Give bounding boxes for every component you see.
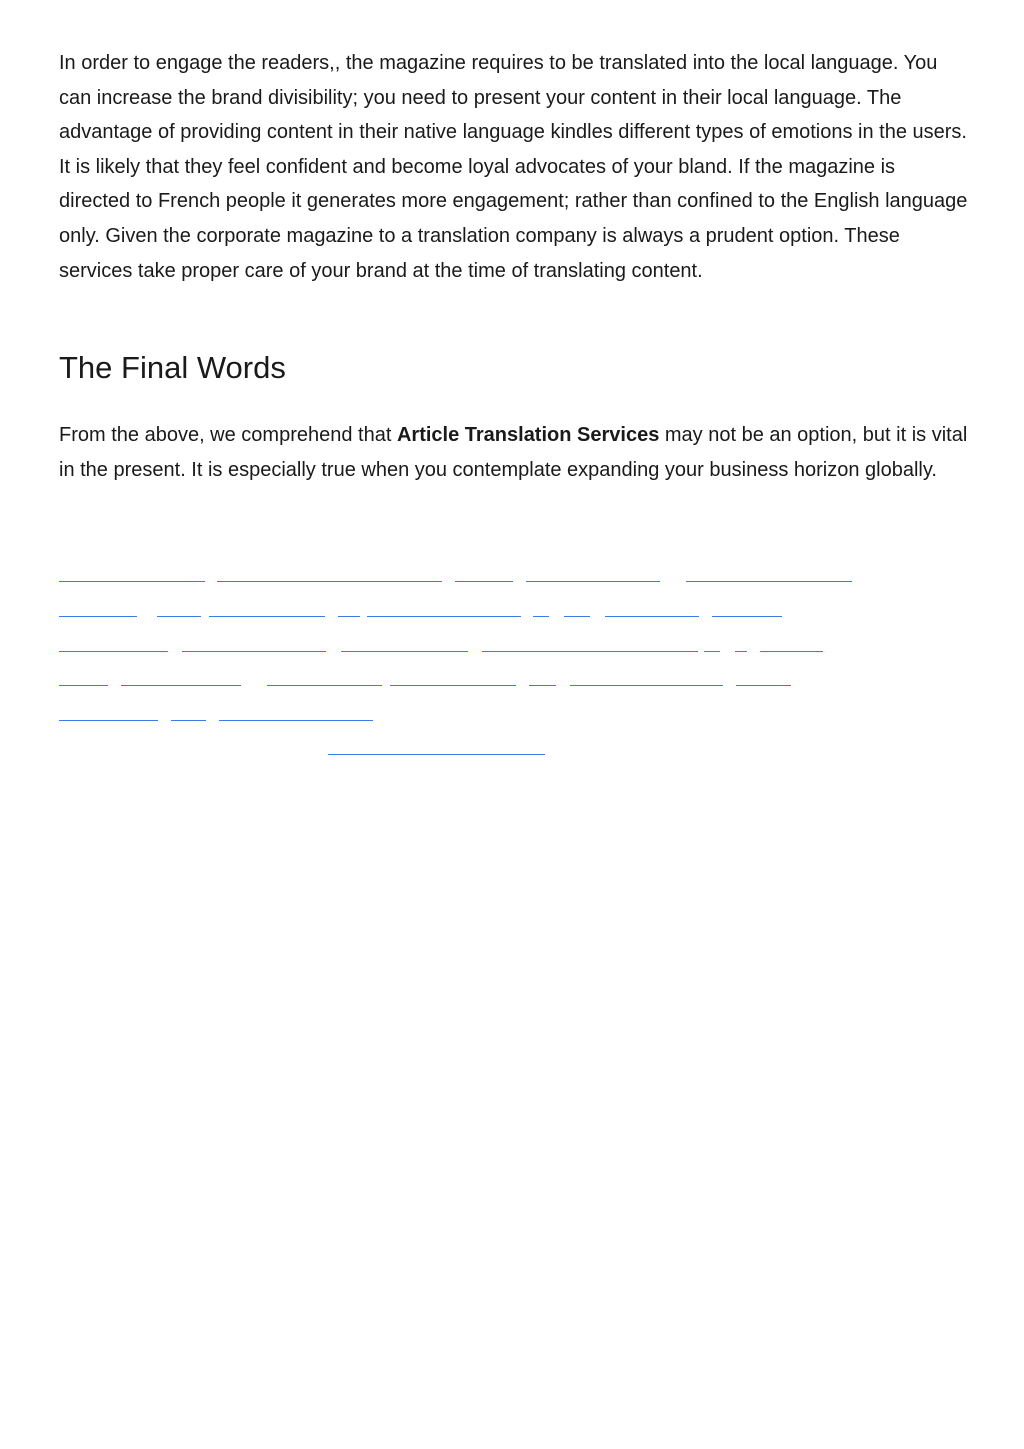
redacted-link[interactable]	[59, 616, 137, 617]
redacted-link[interactable]	[217, 581, 442, 582]
redacted-link[interactable]	[735, 651, 747, 652]
conclusion-text-end: may not be an option, but it is vital in the present. It is especially true when you contemplate expanding your business horizon globally.	[59, 424, 968, 481]
redacted-link[interactable]	[686, 581, 852, 582]
redacted-link[interactable]	[219, 720, 373, 721]
conclusion-paragraph	[59, 418, 969, 487]
redacted-link[interactable]	[390, 685, 516, 686]
redacted-link[interactable]	[59, 651, 168, 652]
redacted-link[interactable]	[341, 651, 468, 652]
redacted-link[interactable]	[564, 616, 590, 617]
redacted-link[interactable]	[482, 651, 698, 652]
redacted-link[interactable]	[59, 685, 108, 686]
redacted-link[interactable]	[455, 581, 513, 582]
redacted-link[interactable]	[209, 616, 325, 617]
redacted-link[interactable]	[533, 616, 549, 617]
redacted-link[interactable]	[760, 651, 823, 652]
redacted-link[interactable]	[59, 720, 158, 721]
document-page	[59, 46, 969, 481]
redacted-link[interactable]	[736, 685, 791, 686]
redacted-link[interactable]	[605, 616, 699, 617]
section-heading: The Final Words	[59, 350, 286, 385]
article-translation-services-link-text: Article Translation Services	[396, 424, 660, 446]
redacted-link[interactable]	[182, 651, 326, 652]
redacted-link[interactable]	[328, 754, 545, 755]
body-paragraph: In order to engage the readers,, the magazine requires to be translated into the local language. You can increase the brand divisibility; you need to present your content in their local language. The advantage of providing content in their native language kindles different types of emotions in the users. It is likely that they feel confident and become loyal advocates of your bland. If the magazine is directed to French people it generates more engagement; rather than confined to the English language only. Given the corporate magazine to a translation company is always a prudent option. These services take proper care of your brand at the time of translating content.	[59, 52, 968, 282]
redacted-link[interactable]	[704, 651, 720, 652]
redacted-link[interactable]	[59, 581, 205, 582]
redacted-link[interactable]	[121, 685, 241, 686]
redacted-link[interactable]	[570, 685, 723, 686]
redacted-link[interactable]	[338, 616, 360, 617]
redacted-link[interactable]	[171, 720, 206, 721]
redacted-link[interactable]	[529, 685, 556, 686]
redacted-link[interactable]	[367, 616, 521, 617]
conclusion-text-start: From the above, we comprehend that	[59, 424, 397, 446]
redacted-link[interactable]	[157, 616, 201, 617]
redacted-link[interactable]	[267, 685, 382, 686]
redacted-link[interactable]	[526, 581, 660, 582]
redacted-link[interactable]	[712, 616, 782, 617]
